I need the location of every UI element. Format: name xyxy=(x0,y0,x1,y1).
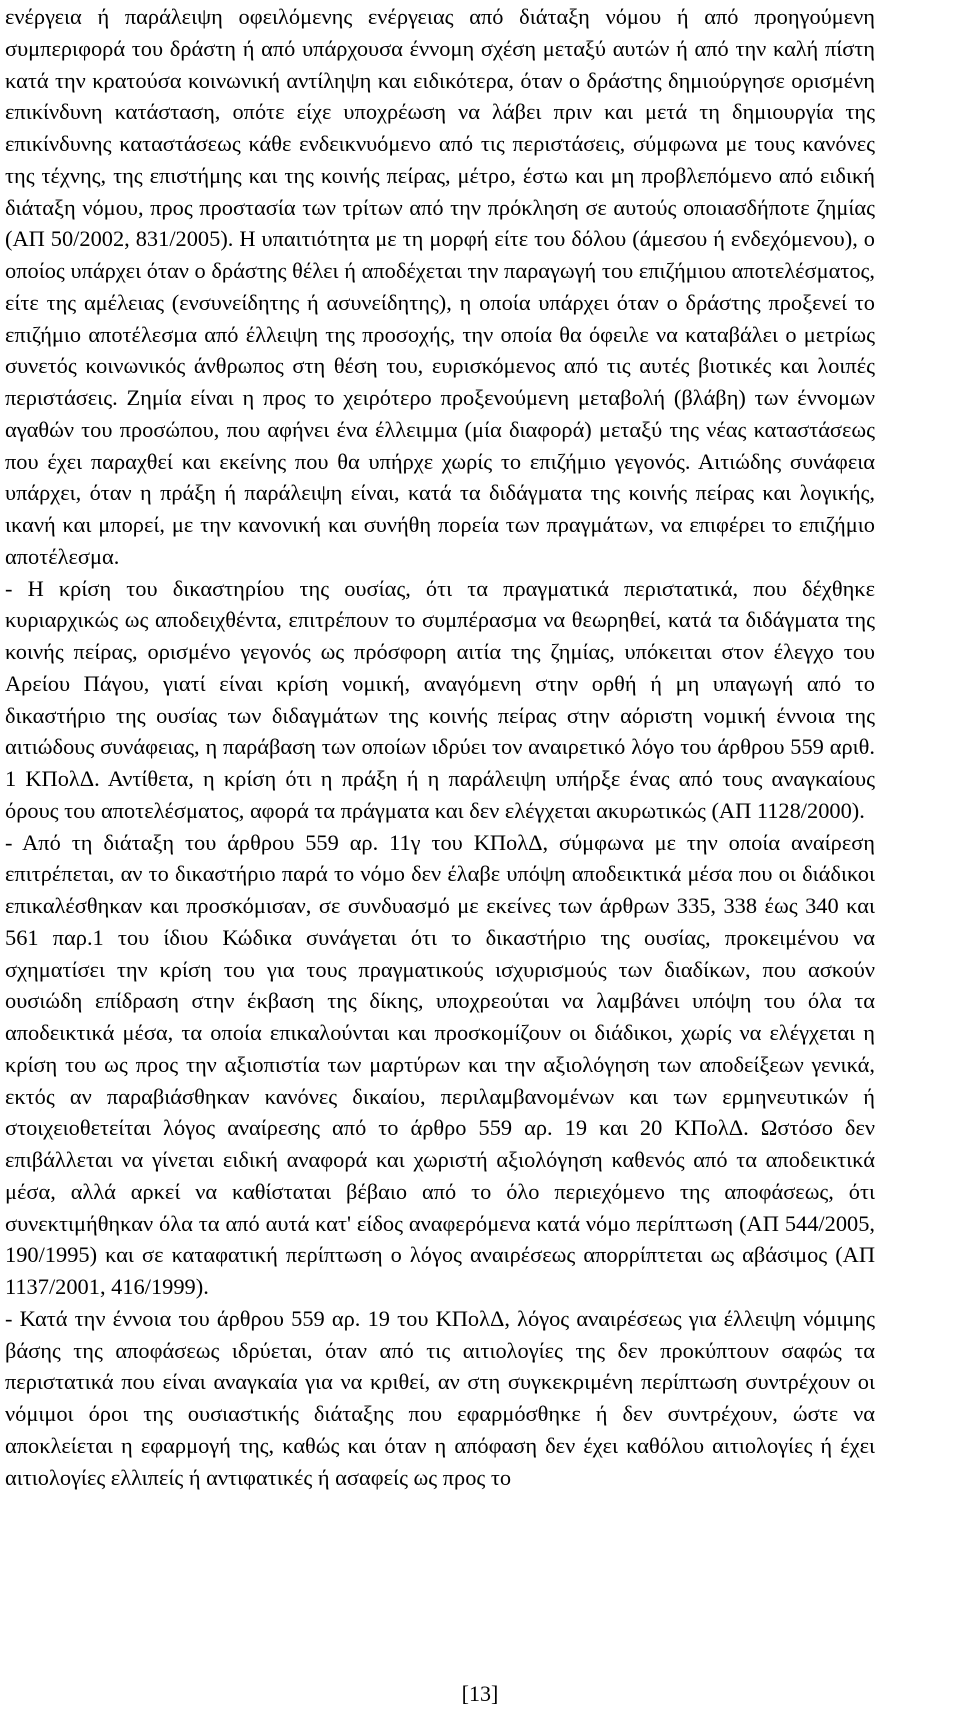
paragraph-3: - Από τη διάταξη του άρθρου 559 αρ. 11γ του ΚΠολΔ, σύμφωνα με την οποία αναίρεση επιτρέπεται, αν το δικαστήριο παρά το νόμο δεν έλαβε υπόψη αποδεικτικά μέσα που οι διάδικοι επικαλέσθηκαν και προσκόμισαν, σε συνδυασμό με εκείνες των άρθρων 335, 338 έως 340 και 561 παρ.1 του ίδιου Κώδικα συνάγεται ότι το δικαστήριο της ουσίας, προκειμένου να σχηματίσει την κρίση του για τους πραγματικούς ισχυρισμούς των διαδίκων, που ασκούν ουσιώδη επίδραση στην έκβαση της δίκης, υποχρεούται να λαμβάνει υπόψη του όλα τα αποδεικτικά μέσα, τα οποία επικαλούνται και προσκομίζουν οι διάδικοι, χωρίς να ελέγχεται η κρίση του ως προς την αξιοπιστία των μαρτύρων και την αξιολόγηση των αποδείξεων γενικά, εκτός αν παραβιάσθηκαν κανόνες δικαίου, περιλαμβανομένων και των ερμηνευτικών ή στοιχειοθετείται λόγος αναίρεσης από το άρθρο 559 αρ. 19 και 20 ΚΠολΔ. Ωστόσο δεν επιβάλλεται να γίνεται ειδική αναφορά και χωριστή αξιολόγηση καθενός από τα αποδεικτικά μέσα, αλλά αρκεί να καθίσταται βέβαιο από το όλο περιεχόμενο της αποφάσεως, ότι συνεκτιμήθηκαν όλα τα από αυτά κατ' είδος αναφερόμενα κατά νόμο περίπτωση (ΑΠ 544/2005, 190/1995) και σε καταφατική περίπτωση ο λόγος αναιρέσεως απορρίπτεται ως αβάσιμος (ΑΠ 1137/2001, 416/1999). xyxy=(5,829,875,1299)
paragraph-4: - Κατά την έννοια του άρθρου 559 αρ. 19 του ΚΠολΔ, λόγος αναιρέσεως για έλλειψη νόμιμης βάσης της αποφάσεως ιδρύεται, όταν από τις αιτιολογίες της δεν προκύπτουν σαφώς τα περιστατικά που είναι αναγκαία για να κριθεί, αν στη συγκεκριμένη περίπτωση συντρέχουν οι νόμιμοι όροι της ουσιαστικής διάταξης που εφαρμόσθηκε ή δεν συντρέχουν, ώστε να αποκλείεται η εφαρμογή της, καθώς και όταν η απόφαση δεν έχει καθόλου αιτιολογίες ή έχει αιτιολογίες ελλιπείς ή αντιφατικές ή ασαφείς ως προς το xyxy=(5,1305,875,1490)
body-text xyxy=(5,1,875,1493)
paragraph-1: ενέργεια ή παράλειψη οφειλόμενης ενέργειας από διάταξη νόμου ή από προηγούμενη συμπεριφορά του δράστη ή από υπάρχουσα έννομη σχέση μεταξύ αυτών ή από την καλή πίστη κατά την κρατούσα κοινωνική αντίληψη και ειδικότερα, όταν ο δράστης δημιούργησε ορισμένη επικίνδυνη κατάσταση, οπότε είχε υποχρέωση να λάβει πριν και μετά τη δημιουργία της επικίνδυνης καταστάσεως κάθε ενδεικνυόμενο από τις περιστάσεις, σύμφωνα με τους κανόνες της τέχνης, της επιστήμης και της κοινής πείρας, μέτρο, έστω και μη προβλεπόμενο από ειδική διάταξη νόμου, προς προστασία των τρίτων από την πρόκληση σε αυτούς οποιασδήποτε ζημίας (ΑΠ 50/2002, 831/2005). Η υπαιτιότητα με τη μορφή είτε του δόλου (άμεσου ή ενδεχόμενου), ο οποίος υπάρχει όταν ο δράστης θέλει ή αποδέχεται την παραγωγή του επιζήμιου αποτελέσματος, είτε της αμέλειας (ενσυνείδητης ή ασυνείδητης), η οποία υπάρχει όταν ο δράστης προξενεί το επιζήμιο αποτέλεσμα από έλλειψη της προσοχής, την οποία θα όφειλε να καταβάλει ο μετρίως συνετός κοινωνικός άνθρωπος στη θέση του, ευρισκόμενος από τις αυτές βιοτικές και λοιπές περιστάσεις. Ζημία είναι η προς το χειρότερο προξενούμενη μεταβολή (βλάβη) των έννομων αγαθών του προσώπου, που αφήνει ένα έλλειμμα (μία διαφορά) μεταξύ της νέας καταστάσεως που έχει παραχθεί και εκείνης που θα υπήρχε χωρίς το επιζήμιο γεγονός. Αιτιώδης συνάφεια υπάρχει, όταν η πράξη ή παράλειψη είναι, κατά τα διδάγματα της κοινής πείρας και λογικής, ικανή και μπορεί, με την κανονική και συνήθη πορεία των πραγμάτων, να επιφέρει το επιζήμιο αποτέλεσμα. xyxy=(5,4,875,569)
page-number: [13] xyxy=(461,1681,499,1706)
paragraph-2: - Η κρίση του δικαστηρίου της ουσίας, ότι τα πραγματικά περιστατικά, που δέχθηκε κυριαρχικώς ως αποδειχθέντα, επιτρέπουν το συμπέρασμα να θεωρηθεί, κατά τα διδάγματα της κοινής πείρας, ορισμένο γεγονός ως πρόσφορη αιτία της ζημίας, υπόκειται στον έλεγχο του Αρείου Πάγου, γιατί είναι κρίση νομική, αναγόμενη στην ορθή ή μη υπαγωγή από το δικαστήριο της ουσίας των διδαγμάτων της κοινής πείρας στην αόριστη νομική έννοια της αιτιώδους συνάφειας, η παράβαση των οποίων ιδρύει τον αναιρετικό λόγο του άρθρου 559 αριθ. 1 ΚΠολΔ. Αντίθετα, η κρίση ότι η πράξη ή η παράλειψη υπήρξε ένας από τους αναγκαίους όρους του αποτελέσματος, αφορά τα πράγματα και δεν ελέγχεται ακυρωτικώς (ΑΠ 1128/2000). xyxy=(5,575,875,823)
